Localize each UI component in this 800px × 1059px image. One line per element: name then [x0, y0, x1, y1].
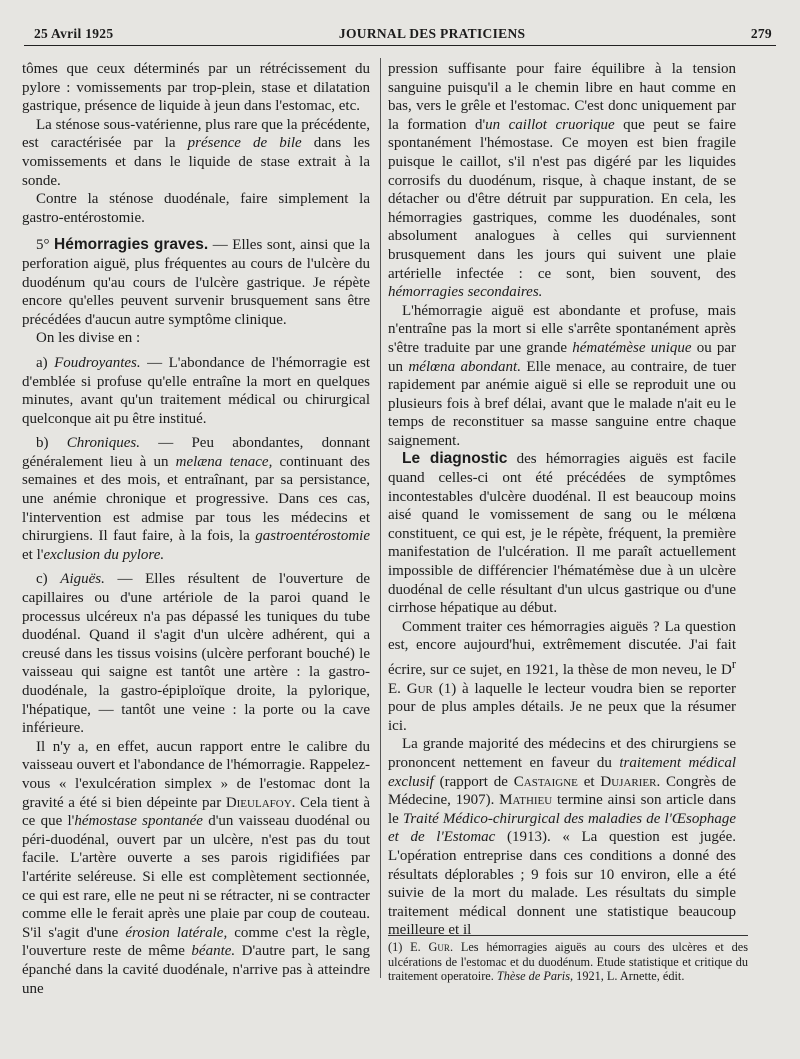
paragraph: a) Foudroyantes. — L'abondance de l'hémorragie est d'emblée si profuse qu'elle entraîne la mort en quelques minutes, avant qu'un traitement médical ou chirurgical quelconque ait pu être institué.	[22, 354, 370, 427]
right-column	[388, 60, 736, 940]
section-hemorragies: 5° Hémorragies graves. — Elles sont, ainsi que la perforation aiguë, plus fréquentes au cours de l'ulcère du duodénum qu'au cours de l'ulcère gastrique. Je répète encore qu'elles peuvent survenir brusquement sans être précédées d'aucun autre symptôme clinique.	[22, 236, 371, 328]
section-diagnostic: Le diagnostic des hémorragies aiguës est facile quand celles-ci ont été précédées de symptômes incontestables d'ulcère duodénal. Il est beaucoup moins aisé quand le vomissement de sang ou le mélœna constituent, ce qui est, je le répète, fréquent, la première manifestation de l'ulcération. Il me paraît actuellement impossible de différencier l'hématémèse due à un ulcère duodénal de celle résultant d'un ulcus gastrique ou d'une cirrhose hépatique au début.	[388, 450, 736, 617]
header-rule	[24, 45, 776, 46]
header-journal-title: JOURNAL DES PRATICIENS	[338, 26, 526, 41]
paragraph: La grande majorité des médecins et des chirurgiens se prononcent nettement en faveur du traitement médical exclusif (rapport de Castaigne et Dujarier. Congrès de Médecine, 1907). Mathieu termine ainsi son article dans le Traité Médico-chirurgical des maladies de l'Œsophage et de l'Estomac (1913). « La question est jugée. L'opération entreprise dans ces conditions a donné des résultats déplorables ; 9 fois sur 10 environ, elle a été suivie de la mort du malade. Les résultats du simple traitement médical donnent une statistique beaucoup meilleure et il	[388, 736, 737, 939]
header-page-number: 279	[750, 26, 772, 41]
paragraph: tômes que ceux déterminés par un rétrécissement du pylore : vomissements par trop-plein, stase et dilatation gastrique, présence de liquide à jeun dans l'estomac, etc.	[22, 61, 370, 115]
paragraph: b) Chroniques. — Peu abondantes, donnant généralement lieu à un melæna tenace, continuant des semaines et des mois, et entraînant, par sa persistance, une anémie chronique et progressive. Dans ces cas, l'intervention est admise par tous les médecins et chirurgiens. Il faut faire, à la fois, la gastroentérostomie et l'exclusion du pylore.	[22, 435, 370, 563]
footnote: (1) E. Gur. Les hémorragies aiguës au cours des ulcères et des ulcérations de l'estomac et du duodénum. Etude statistique et critique du traitement operatoire. Thèse de Paris, 1921, L. Arnette, édit.	[388, 940, 748, 984]
paragraph: c) Aiguës. — Elles résultent de l'ouverture de capillaires ou d'une artériole de la paroi quand le processus ulcéreux n'a pas dépassé les tuniques du tube duodénal. Quand il s'agit d'un ulcère adhérent, qui a creusé dans les tissus voisins (ulcère perforant bouché) le vaisseau qui saigne est tantôt une artère : la gastro-duodénale, la gastro-épiploïque droite, la pylorique, l'hépatique, — tantôt une veine : la porte ou la cave inférieure.	[22, 571, 370, 737]
paragraph: La sténose sous-vatérienne, plus rare que la précédente, est caractérisée par la présence de bile dans les vomissements et dans le liquide de stase extrait à la sonde.	[22, 116, 370, 189]
paragraph: Il n'y a, en effet, aucun rapport entre le calibre du vaisseau ouvert et l'abondance de l'hémorragie. Rappelez-vous « l'exulcération simplex » de l'estomac dont la gravité a été si bien dépeinte par Dieulafoy. Cela tient à ce que l'hémostase spontanée d'un vaisseau duodénal ou péri-duodénal, ouvert par un ulcère, n'est pas du tout facile. L'artère ouverte a ses parois rigidifiées par l'artérite seléreuse. Si elle est complètement sectionnée, ce qui est rare, elle ne peut ni se rétracter, ni se contracter comme elle le ferait après une plaie par coup de couteau. S'il s'agit d'une érosion latérale, comme c'est la règle, l'ouverture reste de même béante. D'autre part, le sang épanché dans la cavité duodénale, n'arrive pas à atteindre une	[22, 738, 371, 997]
paragraph: pression suffisante pour faire équilibre à la tension sanguine puisqu'il a le chemin libre en haut comme en bas, vers le grêle et l'estomac. C'est donc uniquement par la formation d'un caillot cruorique que peut se faire spontanément l'hémostase. Ce moyen est bien fragile puisque le caillot, s'il n'est pas digéré par les liquides corrosifs du duodénum, risque, à chaque instant, de se détacher ou d'être détruit par suppuration. En cela, les hémorragies gastriques, comme les duodénales, sont absolument analogues à celles qui surviennent brusquement dans les jours qui suivent une plaie artérielle infectée : ce sont, bien souvent, des hémorragies secondaires.	[388, 61, 736, 301]
section-heading: Hémorragies graves.	[54, 236, 209, 254]
paragraph: Contre la sténose duodénale, faire simplement la gastro-entérostomie.	[22, 191, 370, 226]
paragraph: L'hémorragie aiguë est abondante et profuse, mais n'entraîne pas la mort si elle s'arrête spontanément après s'être traduite par une grande hématémèse unique ou par un mélœna abondant. Elle menace, au contraire, de tuer rapidement par anémie aiguë si elle se reproduit une ou plusieurs fois à bref délai, avant que le malade n'ait eu le temps de reconstituer sa masse sanguine entre chaque saignement.	[388, 302, 737, 449]
footnote-rule	[388, 935, 748, 936]
paragraph: Comment traiter ces hémorragies aiguës ? La question est, encore aujourd'hui, extrêmement discutée. J'ai fait écrire, sur ce sujet, en 1921, la thèse de mon neveu, le $D^r$ E. Gur (1) à laquelle le lecteur voudra bien se reporter pour de plus amples détails. Je ne peux que la résumer ici.	[388, 618, 736, 734]
left-column	[22, 60, 370, 998]
column-divider	[380, 58, 381, 978]
header-date: 25 Avril 1925	[34, 26, 114, 41]
paragraph: On les divise en :	[36, 330, 141, 347]
section-heading: Le diagnostic	[402, 450, 508, 468]
